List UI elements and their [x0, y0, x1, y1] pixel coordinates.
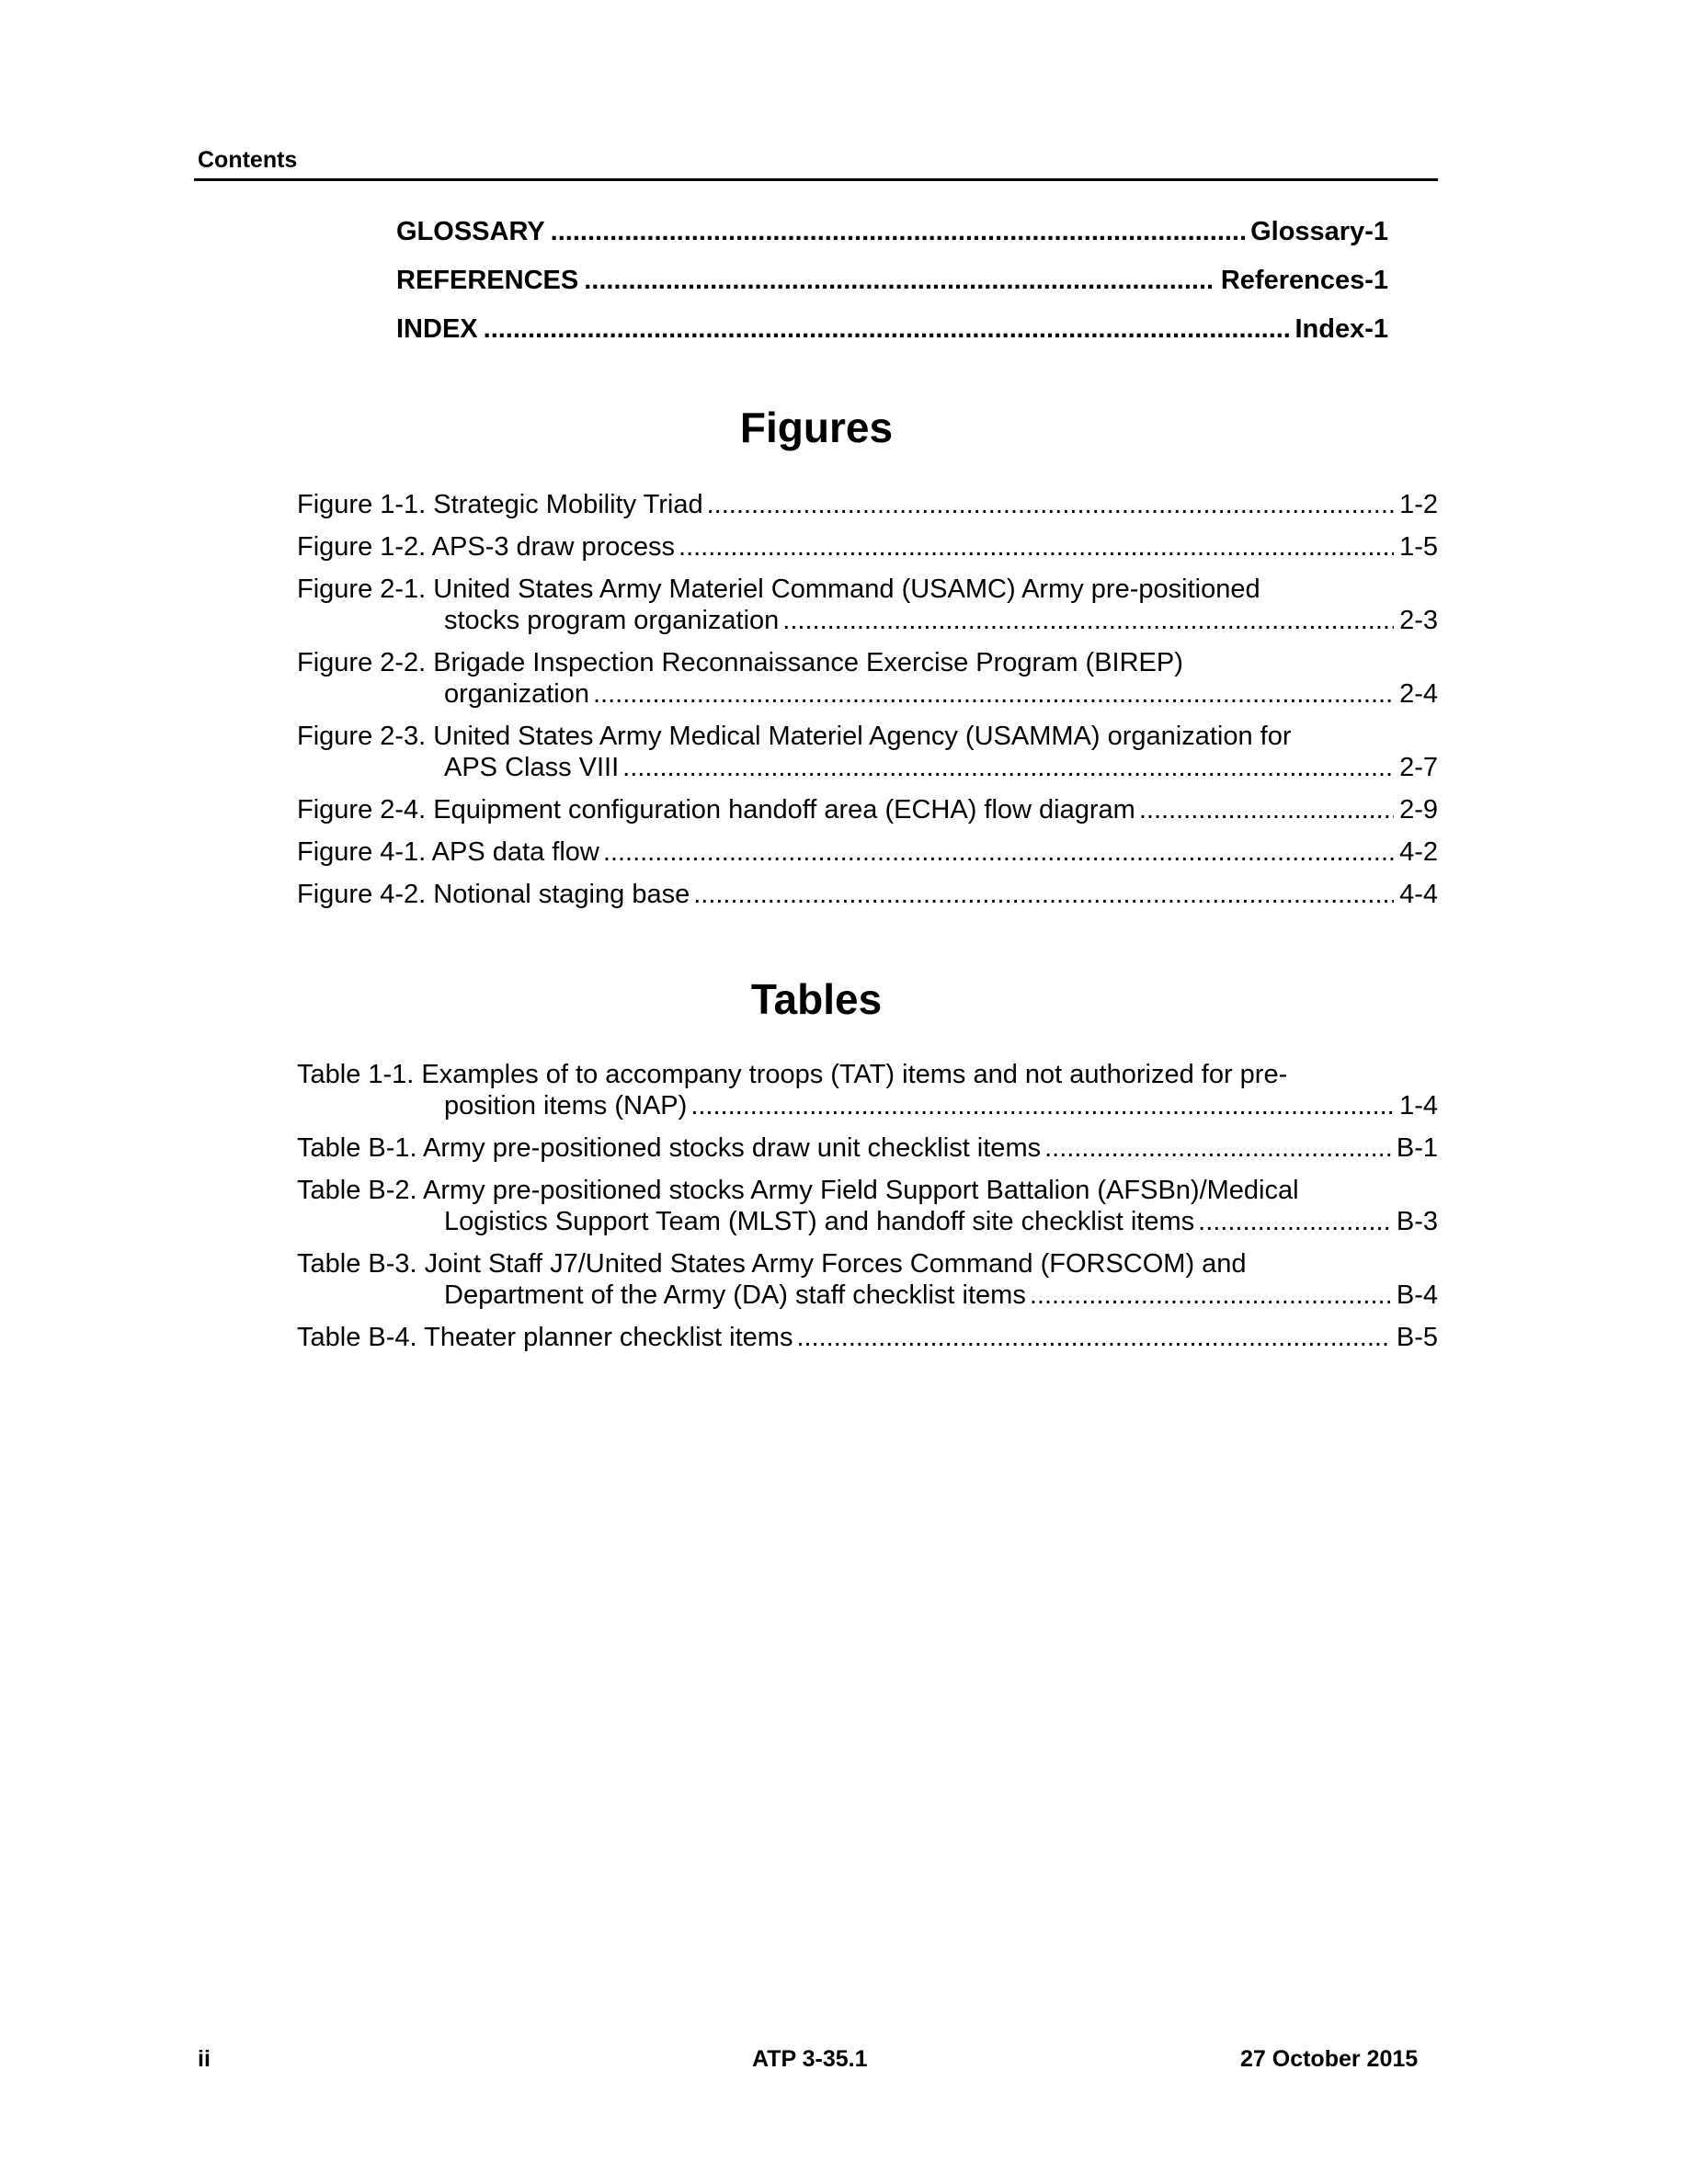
toc-entry[interactable]	[297, 647, 1438, 710]
toc-entry-title: Table B-1. Army pre-positioned stocks draw unit checklist items	[297, 1133, 1042, 1163]
tables-heading: Tables	[750, 975, 883, 1023]
toc-entry[interactable]	[297, 489, 1438, 520]
toc-entry-page: 4-2	[1399, 837, 1438, 867]
toc-entry-title: Table B-4. Theater planner checklist items	[297, 1323, 793, 1352]
footer-date: 27 October 2015	[1240, 2046, 1419, 2072]
dot-leader	[1198, 1206, 1391, 1237]
toc-entry-title-cont: Department of the Army (DA) staff checklist items	[444, 1280, 1026, 1310]
toc-entry-title: Figure 4-1. APS data flow	[297, 837, 599, 867]
toc-entry-page: 2-4	[1399, 679, 1438, 709]
toc-entry-title: Figure 2-1. United States Army Materiel Command (USAMC) Army pre-positioned	[297, 574, 1260, 604]
toc-entry-line	[297, 1322, 1438, 1353]
toc-entry-continuation	[297, 678, 1438, 710]
dot-leader	[1044, 1132, 1391, 1164]
toc-entry[interactable]	[297, 879, 1438, 910]
dot-leader	[593, 678, 1394, 710]
toc-entry-line	[297, 794, 1438, 825]
toc-entry[interactable]	[297, 574, 1438, 636]
dot-leader	[1030, 1280, 1391, 1311]
toc-entry-line	[297, 531, 1438, 563]
toc-entry-page: B-3	[1396, 1207, 1438, 1236]
toc-entry-page: 1-5	[1399, 532, 1438, 562]
toc-entry-page: B-5	[1396, 1323, 1438, 1352]
dot-leader	[782, 605, 1394, 636]
toc-entry-title: Figure 4-2. Notional staging base	[297, 880, 690, 909]
dot-leader	[796, 1322, 1390, 1353]
toc-entry-page: B-1	[1396, 1133, 1438, 1163]
dot-leader	[484, 309, 1290, 349]
toc-entry-continuation	[297, 1090, 1438, 1121]
dot-leader	[584, 260, 1215, 301]
toc-entry-title: Table B-2. Army pre-positioned stocks Army Field Support Battalion (AFSBn)/Medical	[297, 1176, 1299, 1205]
toc-entry[interactable]	[297, 1175, 1438, 1237]
footer-publication: ATP 3-35.1	[752, 2046, 868, 2072]
toc-entry[interactable]	[297, 794, 1438, 825]
toc-entry-title-cont: APS Class VIII	[444, 753, 620, 782]
toc-entry-continuation	[297, 1206, 1438, 1237]
figures-list	[297, 489, 1438, 921]
toc-entry[interactable]	[297, 1132, 1438, 1164]
toc-entry-title: Figure 2-4. Equipment configuration handoff area (ECHA) flow diagram	[297, 795, 1135, 825]
toc-entry-title: Table B-3. Joint Staff J7/United States Army Forces Command (FORSCOM) and	[297, 1249, 1247, 1279]
toc-entry-index[interactable]	[396, 309, 1388, 358]
toc-entry-page: 2-7	[1399, 753, 1438, 782]
toc-entry-continuation	[297, 1280, 1438, 1311]
toc-entry-page: B-4	[1396, 1280, 1438, 1310]
dot-leader	[603, 836, 1394, 868]
toc-entry[interactable]	[297, 1322, 1438, 1353]
toc-entry-label: REFERENCES	[396, 266, 579, 295]
toc-entry-title: Table 1-1. Examples of to accompany troops (TAT) items and not authorized for pre-	[297, 1060, 1288, 1089]
dot-leader	[693, 879, 1394, 910]
dot-leader	[622, 752, 1394, 783]
toc-entry[interactable]	[297, 1059, 1438, 1121]
toc-entry-glossary[interactable]	[396, 211, 1388, 260]
toc-entry-line	[297, 879, 1438, 910]
toc-entry-page: 2-9	[1399, 795, 1438, 825]
header-rule	[194, 178, 1438, 181]
dot-leader	[707, 489, 1394, 520]
toc-entry[interactable]	[297, 531, 1438, 563]
toc-entry-line	[297, 1132, 1438, 1164]
toc-entry-title: Figure 1-2. APS-3 draw process	[297, 532, 676, 562]
dot-leader	[679, 531, 1394, 563]
toc-entry-line	[297, 489, 1438, 520]
toc-entry[interactable]	[297, 721, 1438, 783]
toc-entry-title: Figure 2-2. Brigade Inspection Reconnaissance Exercise Program (BIREP)	[297, 648, 1183, 677]
toc-entry-page: References-1	[1220, 266, 1388, 295]
dot-leader	[1139, 794, 1394, 825]
toc-entry-page: Glossary-1	[1250, 217, 1388, 246]
toc-entry-page: 1-4	[1399, 1091, 1438, 1120]
toc-entry-title: Figure 1-1. Strategic Mobility Triad	[297, 490, 703, 519]
toc-entry-title-cont: stocks program organization	[444, 606, 780, 635]
toc-entry-title-cont: position items (NAP)	[444, 1091, 688, 1120]
toc-entry-page: Index-1	[1295, 314, 1388, 344]
tables-list	[297, 1059, 1438, 1364]
toc-entry-label: INDEX	[396, 314, 478, 344]
toc-entry-page: 1-2	[1399, 490, 1438, 519]
dot-leader	[551, 211, 1245, 252]
toc-entry-page: 4-4	[1399, 880, 1438, 909]
footer-page-number: ii	[198, 2046, 211, 2072]
back-matter-list	[396, 211, 1388, 358]
toc-entry-title: Figure 2-3. United States Army Medical Materiel Agency (USAMMA) organization for	[297, 722, 1292, 751]
dot-leader	[690, 1090, 1394, 1121]
toc-entry-title-cont: organization	[444, 679, 589, 709]
toc-entry-line	[297, 836, 1438, 868]
toc-entry[interactable]	[297, 836, 1438, 868]
toc-entry-references[interactable]	[396, 260, 1388, 309]
toc-entry-title-cont: Logistics Support Team (MLST) and handoff site checklist items	[444, 1207, 1195, 1236]
toc-entry-page: 2-3	[1399, 606, 1438, 635]
figures-heading: Figures	[739, 404, 894, 451]
toc-entry-continuation	[297, 605, 1438, 636]
toc-entry-label: GLOSSARY	[396, 217, 545, 246]
running-header-label: Contents	[198, 147, 298, 173]
toc-entry-continuation	[297, 752, 1438, 783]
toc-entry[interactable]	[297, 1248, 1438, 1311]
